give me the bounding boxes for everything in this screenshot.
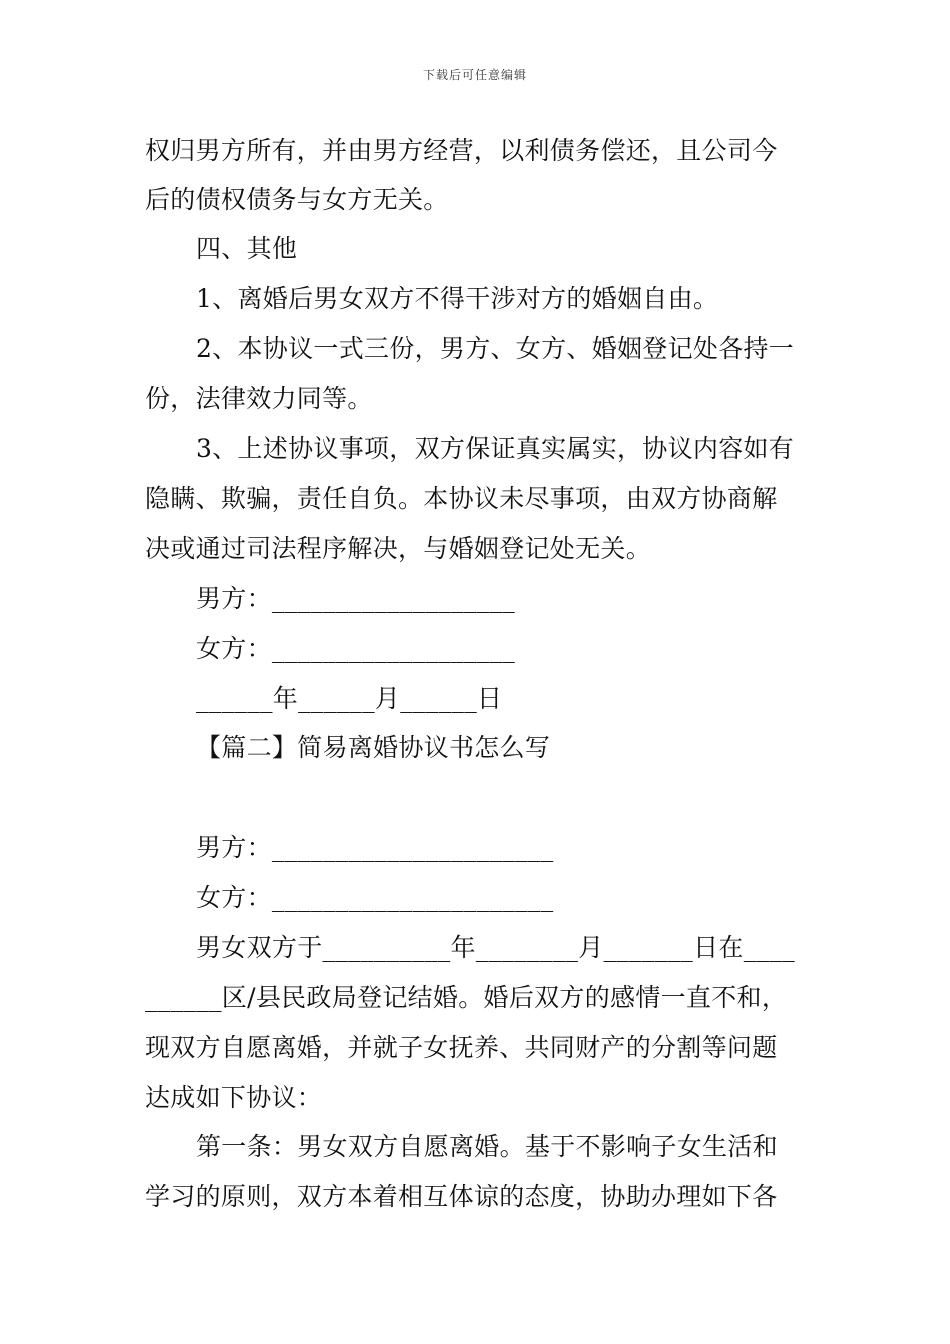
paragraph-line: 学习的原则，双方本着相互体谅的态度，协助办理如下各 [145, 1182, 778, 1211]
signature-line-female: 女方：______________________ [196, 883, 554, 912]
paragraph-line: 2、本协议一式三份，男方、女方、婚姻登记处各持一 [196, 334, 795, 363]
paragraph-line: 男女双方于__________年________月_______日在____ [196, 933, 795, 962]
date-line: ______年______月______日 [196, 684, 503, 713]
paragraph-line: 达成如下协议： [145, 1083, 323, 1112]
paragraph-line: 后的债权债务与女方无关。 [145, 185, 449, 214]
paragraph-line: ______区/县民政局登记结婚。婚后双方的感情一直不和， [145, 983, 788, 1012]
paragraph-line: 现双方自愿离婚，并就子女抚养、共同财产的分割等问题 [145, 1033, 778, 1062]
paragraph-line: 权归男方所有，并由男方经营，以利债务偿还，且公司今 [145, 136, 778, 165]
paragraph-line: 决或通过司法程序解决，与婚姻登记处无关。 [145, 534, 652, 563]
paragraph-line: 隐瞒、欺骗，责任自负。本协议未尽事项，由双方协商解 [145, 484, 778, 513]
paragraph-line: 1、离婚后男女双方不得干涉对方的婚姻自由。 [196, 284, 719, 313]
signature-line-male: 男方：______________________ [196, 833, 554, 862]
page-header: 下载后可任意编辑 [422, 68, 527, 82]
signature-line-male: 男方：___________________ [196, 584, 516, 613]
signature-line-female: 女方：___________________ [196, 634, 516, 663]
paragraph-line: 第一条：男女双方自愿离婚。基于不影响子女生活和 [196, 1132, 778, 1161]
paragraph-line: 份，法律效力同等。 [145, 384, 373, 413]
section-title: 【篇二】简易离婚协议书怎么写 [196, 733, 551, 762]
section-heading: 四、其他 [196, 234, 298, 263]
paragraph-line: 3、上述协议事项，双方保证真实属实，协议内容如有 [196, 434, 795, 463]
